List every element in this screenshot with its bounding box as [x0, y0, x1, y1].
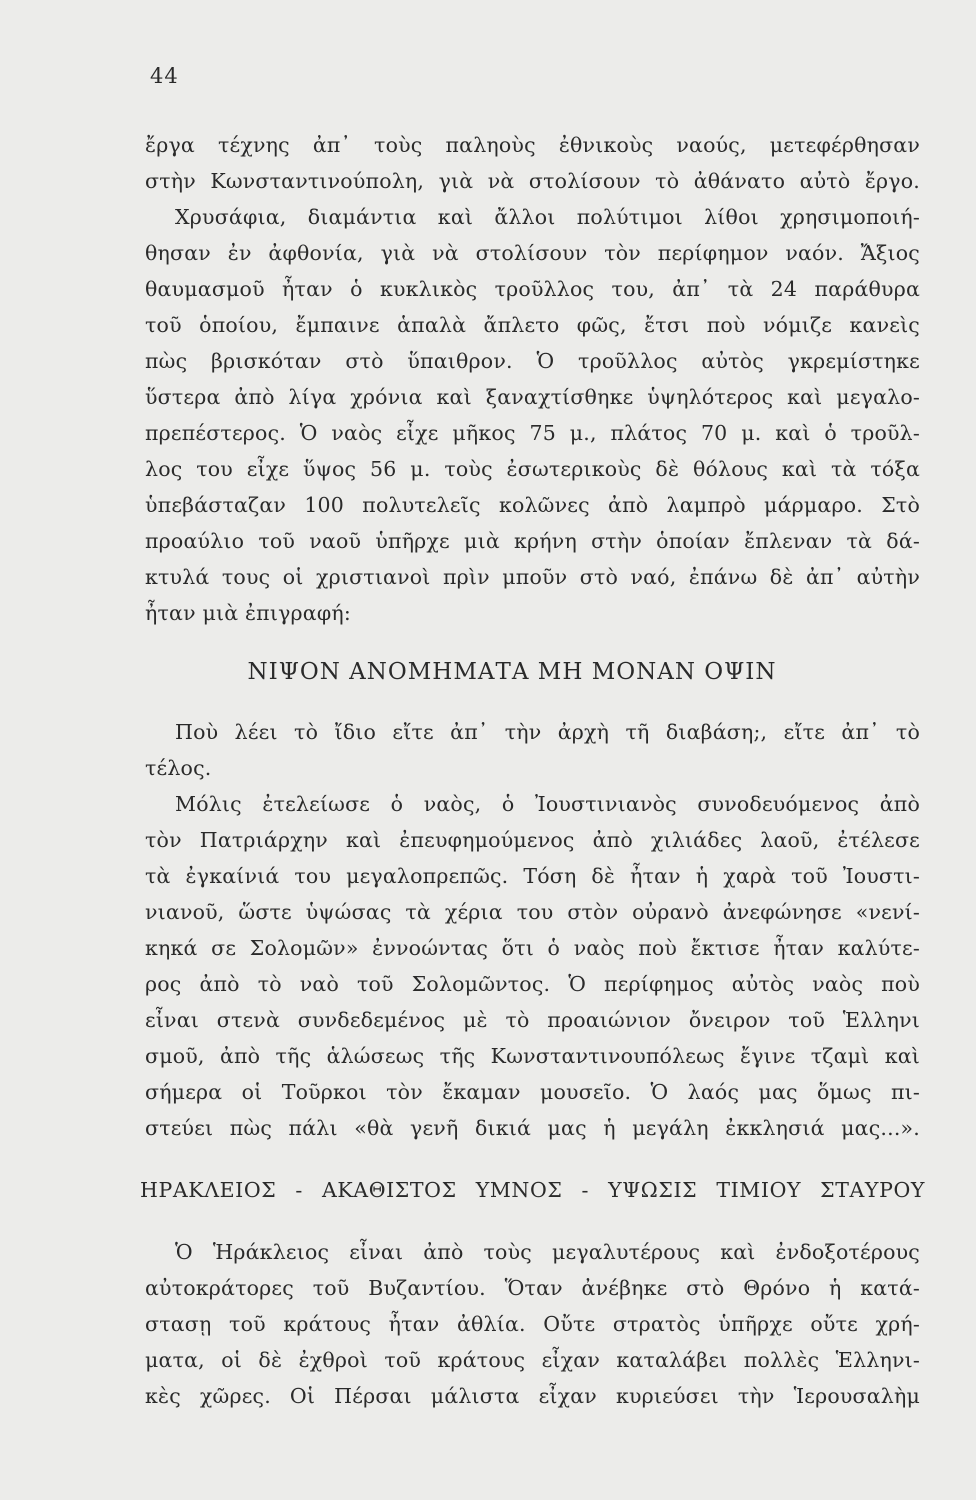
text-line: τέλος.: [145, 756, 212, 780]
text-line: πρεπέστερος. Ὁ ναὸς εἶχε μῆκος 75 μ., πλάτος 70 μ. καὶ ὁ τροῦλ-: [145, 421, 920, 445]
section-heading: ΗΡΑΚΛΕΙΟΣ - ΑΚΑΘΙΣΤΟΣ ΥΜΝΟΣ - ΥΨΩΣΙΣ ΤΙΜΙΟΥ ΣΤΑΥΡΟΥ: [140, 1178, 925, 1202]
text-line: ρος ἀπὸ τὸ ναὸ τοῦ Σολομῶντος. Ὁ περίφημος αὐτὸς ναὸς ποὺ: [145, 972, 920, 996]
text-line: ὕστερα ἀπὸ λίγα χρόνια καὶ ξαναχτίσθηκε ὑψηλότερος καὶ μεγαλο-: [145, 385, 920, 409]
text-line: στεύει πὼς πάλι «θὰ γενῆ δικιά μας ἡ μεγάλη ἐκκλησιά μας...».: [145, 1116, 920, 1140]
text-line: τὰ ἐγκαίνιά του μεγαλοπρεπῶς. Τόση δὲ ἦταν ἡ χαρὰ τοῦ Ἰουστι-: [145, 864, 920, 888]
text-line: Ὁ Ἡράκλειος εἶναι ἀπὸ τοὺς μεγαλυτέρους καὶ ἐνδοξοτέρους: [175, 1240, 920, 1264]
text-line: στὴν Κωνσταντινούπολη, γιὰ νὰ στολίσουν τὸ ἀθάνατο αὐτὸ ἔργο.: [145, 169, 920, 193]
text-line: ματα, οἱ δὲ ἐχθροὶ τοῦ κράτους εἶχαν καταλάβει πολλὲς Ἑλληνι-: [145, 1348, 920, 1372]
text-line: θαυμασμοῦ ἦταν ὁ κυκλικὸς τροῦλλος του, ἀπ᾿ τὰ 24 παράθυρα: [145, 277, 920, 301]
text-line: αὐτοκράτορες τοῦ Βυζαντίου. Ὅταν ἀνέβηκε στὸ Θρόνο ἡ κατά-: [145, 1276, 920, 1300]
text-line: σήμερα οἱ Τοῦρκοι τὸν ἔκαμαν μουσεῖο. Ὁ λαός μας ὅμως πι-: [145, 1080, 920, 1104]
text-line: ἔργα τέχνης ἀπ᾿ τοὺς παληοὺς ἐθνικοὺς ναούς, μετεφέρθησαν: [145, 133, 920, 157]
text-line: σμοῦ, ἀπὸ τῆς ἁλώσεως τῆς Κωνσταντινουπόλεως ἔγινε τζαμὶ καὶ: [145, 1044, 920, 1068]
page-number: 44: [150, 64, 179, 88]
text-line: θησαν ἐν ἀφθονία, γιὰ νὰ στολίσουν τὸν περίφημον ναόν. Ἄξιος: [145, 241, 920, 265]
text-line: ἦταν μιὰ ἐπιγραφή:: [145, 601, 351, 625]
text-line: στασῃ τοῦ κράτους ἦταν ἀθλία. Οὔτε στρατὸς ὑπῆρχε οὔτε χρή-: [145, 1312, 920, 1336]
inscription: ΝΙΨΟΝ ΑΝΟΜΗΜΑΤΑ ΜΗ ΜΟΝΑΝ ΟΨΙΝ: [247, 659, 777, 685]
text-line: νιανοῦ, ὥστε ὑψώσας τὰ χέρια του στὸν οὐρανὸ ἀνεφώνησε «νενί-: [145, 900, 920, 924]
text-line: Μόλις ἐτελείωσε ὁ ναὸς, ὁ Ἰουστινιανὸς συνοδευόμενος ἀπὸ: [175, 792, 920, 816]
text-line: ὑπεβάσταζαν 100 πολυτελεῖς κολῶνες ἀπὸ λαμπρὸ μάρμαρο. Στὸ: [145, 493, 920, 517]
text-line: Ποὺ λέει τὸ ἴδιο εἴτε ἀπ᾿ τὴν ἀρχὴ τῆ διαβάση;, εἴτε ἀπ᾿ τὸ: [175, 720, 920, 744]
text-line: τοῦ ὁποίου, ἔμπαινε ἁπαλὰ ἄπλετο φῶς, ἔτσι ποὺ νόμιζε κανεὶς: [145, 313, 920, 337]
text-line: προαύλιο τοῦ ναοῦ ὑπῆρχε μιὰ κρήνη στὴν ὁποίαν ἔπλεναν τὰ δά-: [145, 529, 920, 553]
text-line: Χρυσάφια, διαμάντια καὶ ἄλλοι πολύτιμοι λίθοι χρησιμοποιή-: [175, 205, 920, 229]
text-line: κτυλά τους οἱ χριστιανοὶ πρὶν μποῦν στὸ ναό, ἐπάνω δὲ ἀπ᾿ αὐτὴν: [145, 565, 920, 589]
text-line: κὲς χῶρες. Οἱ Πέρσαι μάλιστα εἶχαν κυριεύσει τὴν Ἱερουσαλὴμ: [145, 1384, 920, 1408]
text-line: εἶναι στενὰ συνδεδεμένος μὲ τὸ προαιώνιον ὄνειρον τοῦ Ἑλληνι: [145, 1008, 920, 1032]
text-line: κηκά σε Σολομῶν» ἐννοώντας ὅτι ὁ ναὸς ποὺ ἔκτισε ἦταν καλύτε-: [145, 936, 920, 960]
text-line: πὼς βρισκόταν στὸ ὕπαιθρον. Ὁ τροῦλλος αὐτὸς γκρεμίστηκε: [145, 349, 920, 373]
text-line: τὸν Πατριάρχην καὶ ἐπευφημούμενος ἀπὸ χιλιάδες λαοῦ, ἐτέλεσε: [145, 828, 920, 852]
text-line: λος του εἶχε ὕψος 56 μ. τοὺς ἐσωτερικοὺς δὲ θόλους καὶ τὰ τόξα: [145, 457, 920, 481]
